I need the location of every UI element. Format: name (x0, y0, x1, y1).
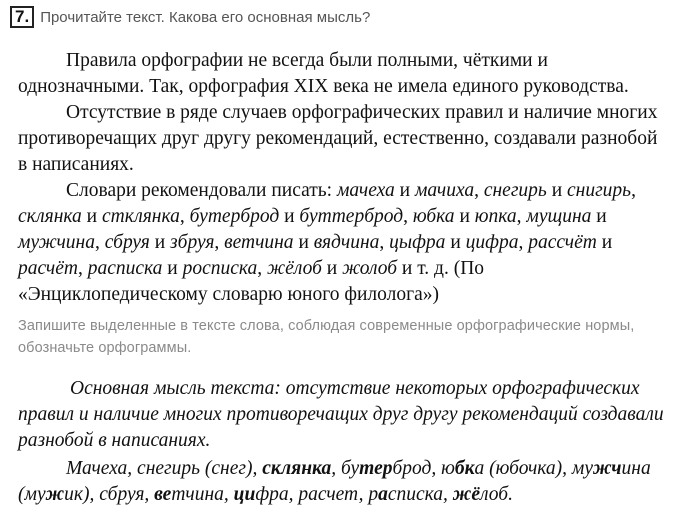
highlighted-word: склянка (18, 206, 82, 227)
highlighted-word: рассчёт (528, 232, 597, 253)
text-fragment: и (293, 232, 314, 253)
answer-fragment: брод, ю (392, 458, 455, 479)
text-fragment: и (81, 206, 102, 227)
text-fragment: , (403, 206, 413, 227)
answer-bold: ве (154, 484, 172, 505)
answer-fragment: фра, расчет, р (255, 484, 379, 505)
highlighted-word: цифра (465, 232, 519, 253)
text-fragment: и (394, 180, 415, 201)
text-fragment: , (94, 232, 105, 253)
highlighted-word: расчёт (18, 258, 78, 279)
text-fragment: , (474, 180, 484, 201)
text-line: в написаниях. (18, 154, 134, 175)
answer-line (70, 376, 640, 402)
instruction-line: Запишите выделенные в тексте слова, соблюдая современные орфографические нормы, (18, 318, 635, 334)
highlighted-word: сбруя (104, 232, 150, 253)
answer-line (18, 428, 210, 454)
answer-bold: тер (359, 458, 393, 479)
highlighted-word: снегирь (483, 180, 547, 201)
text-line: Отсутствие в ряде случаев орфографических правил и наличие многих (66, 102, 658, 123)
text-line: однозначными. Так, орфография XIX века не имела единого руководства. (18, 76, 629, 97)
text-fragment: и (596, 232, 613, 253)
highlighted-word: вядчина (313, 232, 380, 253)
answer-bold: жё (452, 484, 481, 505)
text-line (18, 256, 484, 282)
highlighted-word: збруя (170, 232, 215, 253)
answer-fragment-bold (262, 458, 331, 479)
task-question: Прочитайте текст. Какова его основная мысль? (40, 8, 371, 26)
answer-fragment: ина (621, 458, 651, 479)
text-fragment: Словари рекомендовали писать: (66, 180, 337, 201)
answer-fragment-bold (455, 458, 475, 479)
answer-bold: жч (593, 458, 622, 479)
text-line: Правила орфографии не всегда были полными, чёткими и (66, 50, 548, 71)
source-citation: «Энциклопедическому словарю юного филолога») (18, 284, 440, 305)
text-fragment: и т. д. (По (397, 258, 485, 279)
text-fragment: , (214, 232, 225, 253)
highlighted-word: мачиха (414, 180, 475, 201)
answer-bold: ци (233, 484, 256, 505)
highlighted-word: ветчина (224, 232, 294, 253)
highlighted-word: расписка (87, 258, 163, 279)
highlighted-word: росписка (182, 258, 258, 279)
answer-fragment: , бу (331, 458, 360, 479)
text-fragment: и (454, 206, 475, 227)
task-header (10, 6, 370, 28)
text-fragment: и (591, 206, 607, 227)
answer-fragment: Мачеха, снегирь (снег), (66, 458, 263, 479)
highlighted-word: жолоб (342, 258, 398, 279)
instruction-line: обозначьте орфограммы. (18, 340, 192, 356)
highlighted-word: жёлоб (267, 258, 322, 279)
text-line (66, 178, 636, 204)
answer-bold: бк (454, 458, 475, 479)
highlighted-word: цыфра (389, 232, 446, 253)
text-fragment: , (516, 206, 527, 227)
answer-words-line (18, 482, 513, 508)
answer-text: правил и наличие многих противоречащих друг другу рекомендаций создавали (18, 404, 664, 425)
highlighted-word: бутерброд (189, 206, 280, 227)
answer-fragment-bold (234, 484, 256, 505)
answer-fragment-bold (154, 484, 171, 505)
answer-text: Основная мысль текста: отсутствие некоторых орфографических (70, 378, 640, 399)
text-fragment: , (518, 232, 529, 253)
text-fragment: , (77, 258, 88, 279)
text-fragment: и (149, 232, 171, 253)
answer-line (18, 402, 664, 428)
text-fragment: , (631, 180, 636, 201)
answer-fragment: ик), сбруя, (64, 484, 155, 505)
answer-fragment-bold (46, 484, 65, 505)
answer-bold: склянка (262, 458, 332, 479)
highlighted-word: юпка (474, 206, 517, 227)
text-fragment: , (179, 206, 190, 227)
answer-fragment-bold (453, 484, 480, 505)
highlighted-word: юбка (412, 206, 455, 227)
text-fragment: , (257, 258, 268, 279)
answer-fragment: (му (18, 484, 46, 505)
highlighted-word: стклянка (101, 206, 180, 227)
answer-fragment-bold (359, 458, 392, 479)
highlighted-word: мачеха (336, 180, 395, 201)
answer-words-line (66, 456, 651, 482)
answer-fragment: а (юбочка), му (474, 458, 593, 479)
answer-fragment: тчина, (171, 484, 234, 505)
text-fragment: и (279, 206, 300, 227)
answer-text: разнобой в написаниях. (18, 430, 211, 451)
text-line (18, 204, 607, 230)
text-fragment: , (379, 232, 390, 253)
highlighted-word: мущина (526, 206, 592, 227)
highlighted-word: снигирь (567, 180, 632, 201)
text-fragment: и (321, 258, 343, 279)
text-fragment: и (445, 232, 466, 253)
answer-fragment: списка, (387, 484, 453, 505)
text-line: противоречащих друг другу рекомендаций, естественно, создавали разнобой (18, 128, 658, 149)
highlighted-word: буттерброд (299, 206, 404, 227)
answer-fragment-bold (593, 458, 622, 479)
text-line (18, 230, 612, 256)
answer-bold: а (378, 484, 388, 505)
highlighted-word: мужчина (18, 232, 95, 253)
text-fragment: и (546, 180, 567, 201)
task-number: 7. (10, 6, 34, 28)
answer-fragment: лоб. (480, 484, 513, 505)
answer-fragment-bold (378, 484, 388, 505)
answer-bold: ж (45, 484, 65, 505)
text-fragment: и (162, 258, 183, 279)
